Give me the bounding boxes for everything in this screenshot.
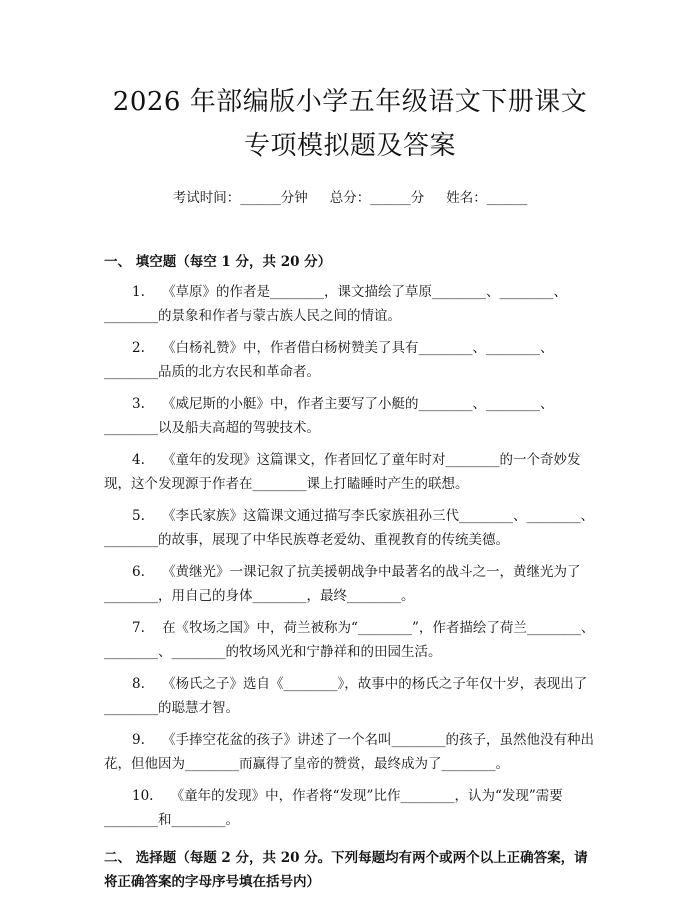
question-text: 《白杨礼赞》中，作者借白杨树赞美了具有________、________、________品质的北方农民和革命者。 (104, 340, 554, 380)
question-item (104, 616, 596, 664)
question-item (104, 392, 596, 440)
fill-blank-questions (104, 280, 596, 832)
question-item (104, 728, 596, 776)
question-item (104, 560, 596, 608)
question-item (104, 672, 596, 720)
question-text: 《童年的发现》中，作者将“发现”比作________，认为“发现”需要________和________。 (104, 788, 563, 828)
question-number: 7. (132, 620, 145, 636)
question-text: 在《牧场之国》中，荷兰被称为“________”，作者描绘了荷兰________、________、________的牧场风光和宁静祥和的田园生活。 (104, 620, 595, 660)
question-number: 4. (132, 452, 145, 468)
exam-name: 姓名：______ (446, 190, 528, 206)
question-number: 1. (132, 284, 145, 300)
question-number: 3. (132, 396, 145, 412)
question-text: 《黄继光》一课记叙了抗美援朝战争中最著名的战斗之一，黄继光为了________，用自己的身体________，最终________。 (104, 564, 581, 604)
question-item (104, 336, 596, 384)
question-item (104, 448, 596, 496)
question-number: 8. (132, 676, 145, 692)
question-number: 10. (132, 788, 154, 804)
question-text: 《童年的发现》这篇课文，作者回忆了童年时对________的一个奇妙发现，这个发现源于作者在________课上打瞌睡时产生的联想。 (104, 452, 581, 492)
exam-score: 总分：______分 (329, 190, 425, 206)
question-text: 《威尼斯的小艇》中，作者主要写了小艇的________、________、________以及船夫高超的驾驶技术。 (104, 396, 554, 436)
question-text: 《李氏家族》这篇课文通过描写李氏家族祖孙三代________、________、________的故事，展现了中华民族尊老爱幼、重视教育的传统美德。 (104, 508, 595, 548)
question-item (104, 504, 596, 552)
question-item (104, 784, 596, 832)
question-number: 6. (132, 564, 145, 580)
page-title: 2026 年部编版小学五年级语文下册课文专项模拟题及答案 (112, 87, 588, 161)
question-number: 5. (132, 508, 145, 524)
question-number: 2. (132, 340, 145, 356)
question-text: 《杨氏之子》选自《________》，故事中的杨氏之子年仅十岁，表现出了________的聪慧才智。 (104, 676, 588, 716)
question-text: 《草原》的作者是________，课文描绘了草原________、________、________的景象和作者与蒙古族人民之间的情谊。 (104, 284, 568, 324)
question-number: 9. (132, 732, 145, 748)
exam-info (104, 188, 596, 208)
section-heading-fill-blank: 一、 填空题（每空 1 分，共 20 分） (104, 254, 332, 270)
section-heading-multiple-choice: 二、 选择题（每题 2 分，共 20 分。下列每题均有两个或两个以上正确答案，请将正确答案的字母序号填在括号内） (104, 850, 588, 890)
question-item (104, 280, 596, 328)
exam-time: 考试时间：______分钟 (172, 190, 308, 206)
question-text: 《手捧空花盆的孩子》讲述了一个名叫________的孩子，虽然他没有种出花，但他因为________而赢得了皇帝的赞赏，最终成为了________。 (104, 732, 595, 772)
